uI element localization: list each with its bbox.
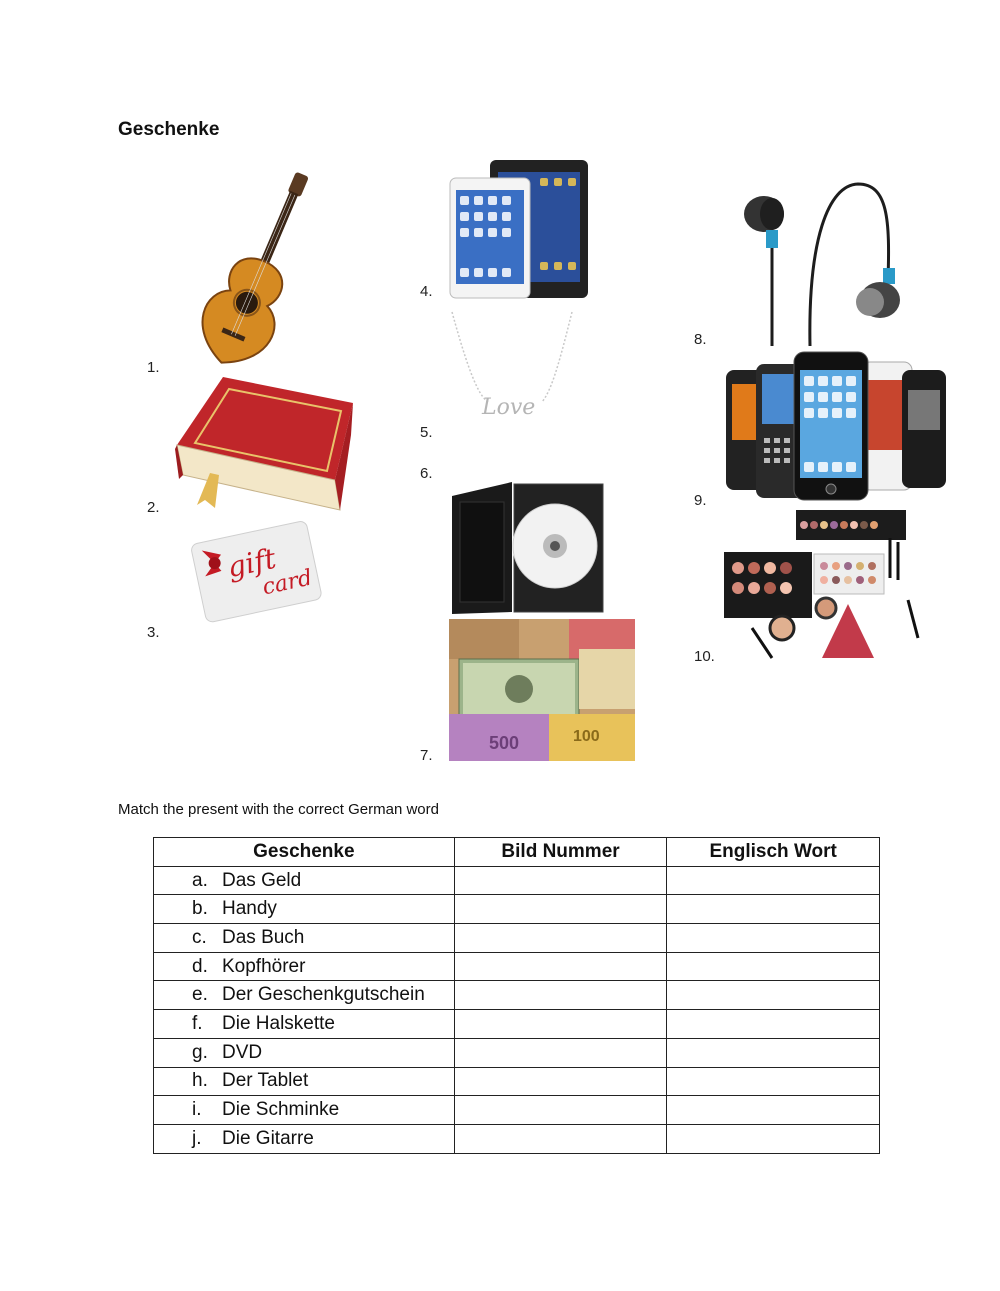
picture-number-input-cell[interactable] (454, 952, 667, 981)
row-word: Die Gitarre (222, 1127, 314, 1149)
english-word-input-cell[interactable] (667, 981, 880, 1010)
gift-card-text-card: card (260, 565, 315, 601)
picture-number-input-cell[interactable] (454, 895, 667, 924)
picture-number-input-cell[interactable] (454, 1067, 667, 1096)
guitar-image (175, 162, 310, 377)
table-row (154, 952, 880, 981)
row-word: Die Schminke (222, 1099, 340, 1121)
german-word-cell (154, 866, 455, 895)
dvd-image (450, 482, 605, 617)
header-geschenke: Geschenke (154, 838, 455, 867)
table-row (154, 895, 880, 924)
necklace-image (448, 310, 578, 430)
picture-number-2: 2. (147, 499, 160, 516)
row-word: DVD (222, 1041, 263, 1063)
row-letter: a. (192, 869, 208, 891)
table-header-row (154, 838, 880, 867)
instruction-text: Match the present with the correct German word (118, 801, 439, 818)
picture-number-7: 7. (420, 747, 433, 764)
table-row (154, 924, 880, 953)
german-word-cell (154, 895, 455, 924)
table-row (154, 1038, 880, 1067)
english-word-input-cell[interactable] (667, 1010, 880, 1039)
english-word-input-cell[interactable] (667, 924, 880, 953)
table-row (154, 1067, 880, 1096)
english-word-input-cell[interactable] (667, 866, 880, 895)
german-word-cell (154, 952, 455, 981)
gift-card-image (188, 520, 323, 630)
row-word: Das Geld (222, 869, 302, 891)
table-row (154, 981, 880, 1010)
money-image (449, 619, 635, 761)
row-letter: h. (192, 1070, 208, 1092)
headphones-image (738, 180, 903, 348)
header-bild-nummer: Bild Nummer (454, 838, 667, 867)
row-word: Das Buch (222, 926, 305, 948)
row-letter: d. (192, 955, 208, 977)
german-word-cell (154, 1010, 455, 1039)
book-image (175, 375, 355, 515)
german-word-cell (154, 1038, 455, 1067)
picture-number-input-cell[interactable] (454, 924, 667, 953)
tablet-image (448, 158, 590, 300)
row-word: Die Halskette (222, 1012, 335, 1034)
english-word-input-cell[interactable] (667, 952, 880, 981)
german-word-cell (154, 981, 455, 1010)
picture-number-5: 5. (420, 424, 433, 441)
row-letter: c. (192, 926, 207, 948)
row-word: Kopfhörer (222, 955, 306, 977)
table-row (154, 1124, 880, 1153)
german-word-cell (154, 924, 455, 953)
picture-number-input-cell[interactable] (454, 1010, 667, 1039)
english-word-input-cell[interactable] (667, 1124, 880, 1153)
english-word-input-cell[interactable] (667, 1067, 880, 1096)
money-text-500: 500 (489, 733, 520, 753)
picture-number-input-cell[interactable] (454, 981, 667, 1010)
german-word-cell (154, 1124, 455, 1153)
picture-number-input-cell[interactable] (454, 1124, 667, 1153)
row-word: Der Tablet (222, 1070, 309, 1092)
matching-table (153, 837, 880, 1154)
picture-number-input-cell[interactable] (454, 1038, 667, 1067)
header-englisch-wort: Englisch Wort (667, 838, 880, 867)
picture-number-6: 6. (420, 465, 433, 482)
picture-number-4: 4. (420, 283, 433, 300)
page-title: Geschenke (118, 119, 220, 140)
german-word-cell (154, 1067, 455, 1096)
english-word-input-cell[interactable] (667, 1096, 880, 1125)
row-letter: j. (192, 1127, 202, 1149)
row-letter: b. (192, 898, 208, 920)
row-letter: i. (192, 1099, 202, 1121)
row-word: Handy (222, 898, 277, 920)
picture-number-9: 9. (694, 492, 707, 509)
row-word: Der Geschenkgutschein (222, 984, 425, 1006)
english-word-input-cell[interactable] (667, 1038, 880, 1067)
picture-number-1: 1. (147, 359, 160, 376)
necklace-text: Love (482, 395, 536, 420)
mobile-phones-image (722, 350, 950, 510)
table-row (154, 1096, 880, 1125)
picture-number-10: 10. (694, 648, 715, 665)
table-row (154, 1010, 880, 1039)
makeup-image (722, 508, 922, 664)
german-word-cell (154, 1096, 455, 1125)
picture-number-3: 3. (147, 624, 160, 641)
english-word-input-cell[interactable] (667, 895, 880, 924)
gift-card-text-gift: gift (224, 541, 279, 585)
picture-number-input-cell[interactable] (454, 1096, 667, 1125)
money-text-100: 100 (573, 728, 600, 745)
picture-number-8: 8. (694, 331, 707, 348)
row-letter: e. (192, 984, 208, 1006)
row-letter: f. (192, 1012, 203, 1034)
row-letter: g. (192, 1041, 208, 1063)
picture-number-input-cell[interactable] (454, 866, 667, 895)
table-row (154, 866, 880, 895)
